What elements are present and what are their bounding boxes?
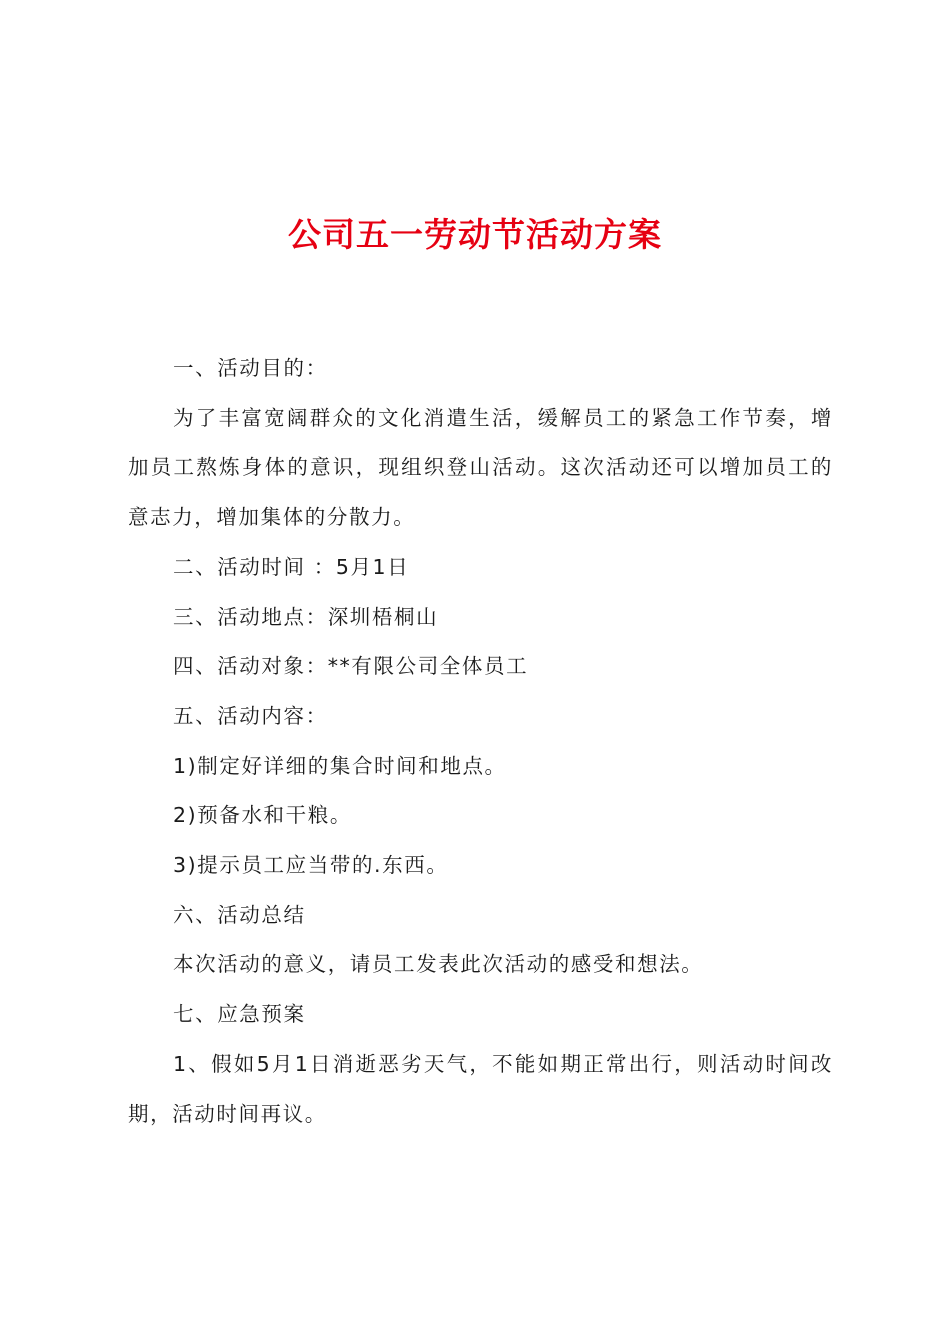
list-item: 3)提示员工应当带的.东西。 [173,853,449,878]
section-heading-purpose: 一、活动目的： [173,356,328,380]
section-heading-contingency: 七、应急预案 [173,1002,306,1027]
section-heading-summary: 六、活动总结 [173,902,306,927]
section-heading-location: 三、活动地点：深圳梧桐山 [173,604,439,629]
document-title: 公司五一劳动节活动方案 [288,215,662,254]
paragraph-purpose: 为了丰富宽阔群众的文化消遣生活，缓解员工的紧急工作节奏，增加员工熬炼身体的意识，现组织登山活动。这次活动还可以增加员工的意志力，增加集体的分散力。 [128,405,833,530]
list-item: 2)预备水和干粮。 [173,803,352,828]
document-body [128,344,833,1139]
paragraph-summary: 本次活动的意义，请员工发表此次活动的感受和想法。 [173,952,704,977]
section-heading-audience: 四、活动对象：**有限公司全体员工 [173,654,529,679]
paragraph-contingency: 1、假如5月1日消逝恶劣天气，不能如期正常出行，则活动时间改期，活动时间再议。 [128,1051,833,1126]
section-heading-time: 二、活动时间 ：5月1日 [173,554,410,579]
section-heading-content: 五、活动内容： [173,703,328,728]
list-item: 1)制定好详细的集合时间和地点。 [173,753,507,778]
